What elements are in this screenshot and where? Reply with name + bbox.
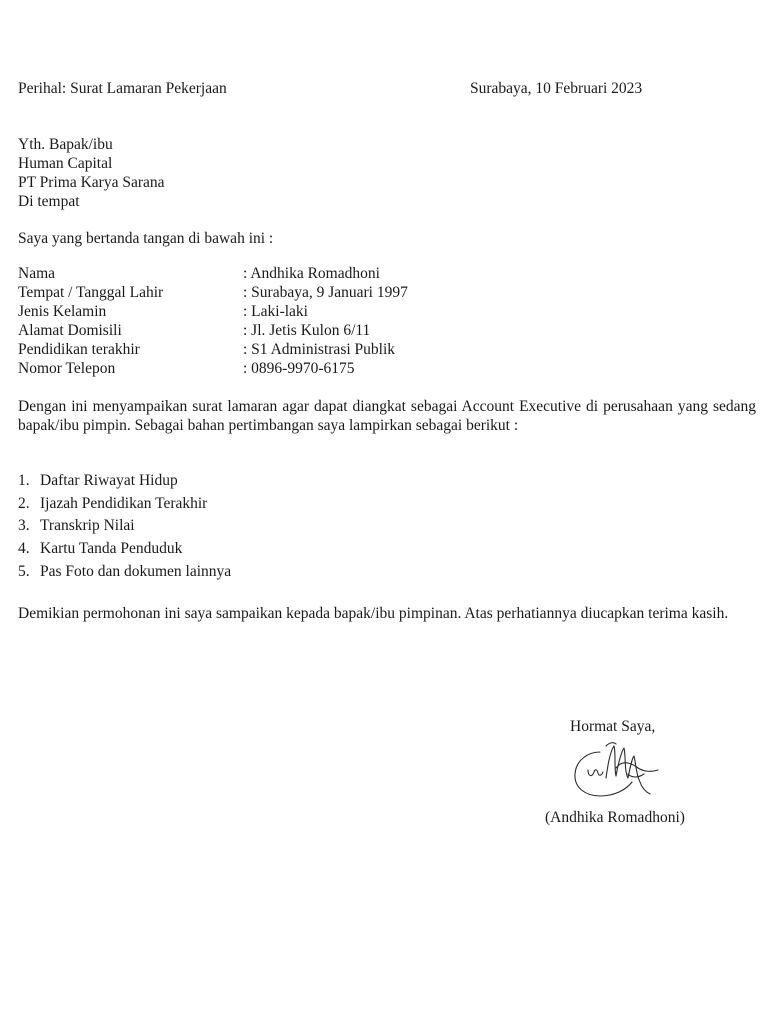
list-number: 3. (18, 517, 30, 534)
list-text: Daftar Riwayat Hidup (40, 472, 178, 489)
list-text: Kartu Tanda Penduduk (40, 540, 183, 557)
detail-label: Alamat Domisili (18, 322, 122, 339)
recipient-line: PT Prima Karya Sarana (18, 174, 165, 191)
detail-value: : 0896-9970-6175 (243, 360, 355, 377)
detail-label: Tempat / Tanggal Lahir (18, 284, 164, 301)
signature-greeting: Hormat Saya, (570, 718, 656, 735)
body-paragraph: Dengan ini menyampaikan surat lamaran agar dapat diangkat sebagai Account Executive di perusahaan yang sedang bapak/ibu pimpin. Sebagai bahan pertimbangan saya lampirkan sebagai berikut : (18, 398, 756, 434)
list-text: Ijazah Pendidikan Terakhir (40, 495, 208, 512)
closing-paragraph: Demikian permohonan ini saya sampaikan kepada bapak/ibu pimpinan. Atas perhatiannya diucapkan terima kasih. (18, 605, 729, 622)
detail-value: : S1 Administrasi Publik (243, 341, 396, 358)
list-number: 1. (18, 472, 30, 489)
signatory-name: (Andhika Romadhoni) (545, 809, 685, 826)
detail-label: Nomor Telepon (18, 360, 116, 377)
handwritten-signature (570, 738, 670, 808)
detail-label: Jenis Kelamin (18, 303, 107, 320)
intro-line: Saya yang bertanda tangan di bawah ini : (18, 230, 274, 247)
detail-label: Pendidikan terakhir (18, 341, 140, 358)
detail-value: : Andhika Romadhoni (243, 265, 380, 282)
list-text: Transkrip Nilai (40, 517, 135, 534)
list-text: Pas Foto dan dokumen lainnya (40, 563, 232, 580)
detail-label: Nama (18, 265, 56, 282)
list-number: 2. (18, 495, 30, 512)
recipient-line: Human Capital (18, 155, 113, 172)
signature-icon (570, 738, 670, 808)
detail-value: : Jl. Jetis Kulon 6/11 (243, 322, 371, 339)
recipient-line: Di tempat (18, 193, 80, 210)
detail-value: : Surabaya, 9 Januari 1997 (243, 284, 408, 301)
recipient-line: Yth. Bapak/ibu (18, 136, 113, 153)
list-number: 4. (18, 540, 30, 557)
list-number: 5. (18, 563, 30, 580)
place-date: Surabaya, 10 Februari 2023 (470, 80, 643, 97)
subject-line: Perihal: Surat Lamaran Pekerjaan (18, 80, 227, 97)
detail-value: : Laki-laki (243, 303, 308, 320)
